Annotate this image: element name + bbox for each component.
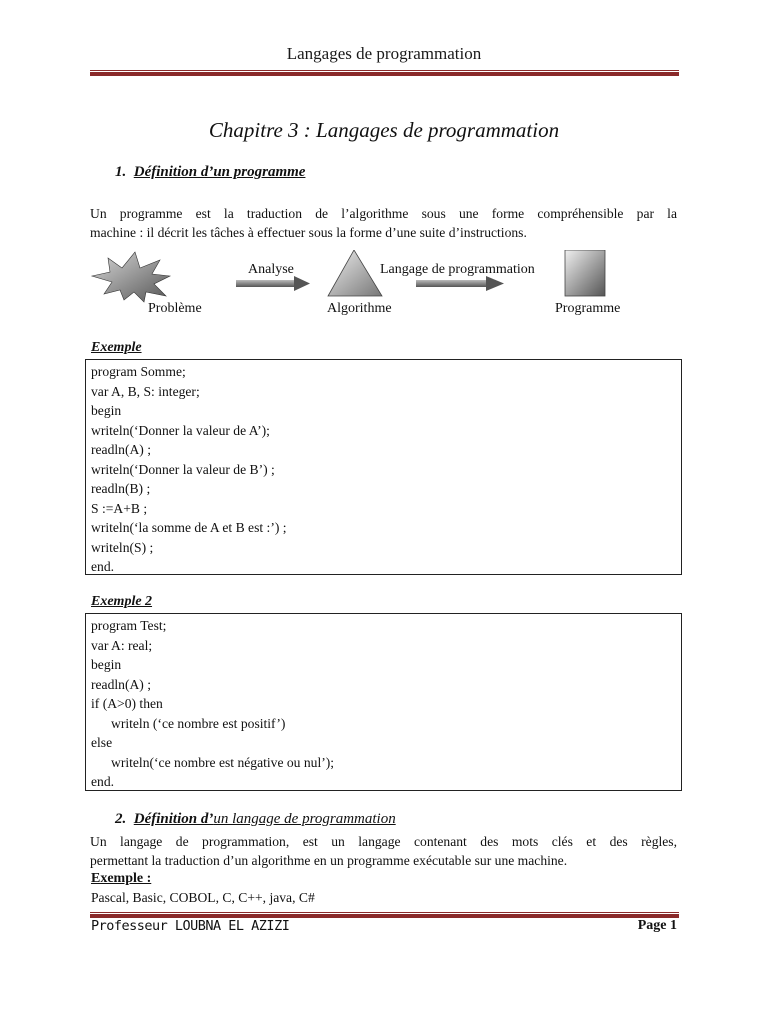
example-2-label: Exemple 2 — [91, 594, 153, 609]
code-line: end. — [91, 559, 115, 574]
header-rule — [90, 70, 679, 76]
code-line: readln(B) ; — [91, 481, 151, 496]
program-label: Programme — [555, 301, 621, 316]
example-1-code-box — [85, 359, 682, 575]
section-1-number: 1. — [115, 164, 127, 180]
code-line: end. — [91, 774, 115, 789]
section-1-heading — [115, 164, 305, 181]
section-2-number: 2. — [115, 811, 127, 827]
code-line: else — [91, 735, 113, 750]
code-line: var A, B, S: integer; — [91, 383, 200, 399]
page-number: Page 1 — [637, 918, 677, 933]
language-arrow-icon — [416, 276, 504, 291]
algorithm-triangle-icon — [328, 250, 382, 296]
section-2-paragraph — [90, 832, 677, 870]
running-header: Langages de programmation — [286, 44, 482, 63]
problem-star-icon — [92, 252, 170, 302]
problem-label: Problème — [148, 301, 202, 316]
code-line: program Somme; — [91, 364, 186, 379]
code-line: writeln(‘Donner la valeur de B’) ; — [91, 461, 275, 477]
paragraph-line: permettant la traduction d’un algorithme en un programme exécutable sur une machine. — [90, 853, 568, 868]
code-line: writeln(‘ce nombre est négative ou nul’); — [111, 754, 335, 770]
code-line: writeln(S) ; — [91, 539, 154, 555]
analysis-label: Analyse — [248, 262, 294, 277]
code-line: S :=A+B ; — [91, 500, 148, 516]
code-line: var A: real; — [91, 637, 153, 653]
example-1-label: Exemple — [91, 340, 142, 355]
code-line: if (A>0) then — [91, 696, 163, 711]
code-line: readln(A) ; — [91, 676, 152, 692]
program-square-icon — [565, 250, 605, 296]
analysis-arrow-icon — [236, 276, 310, 291]
code-line: begin — [91, 657, 122, 672]
section-2-heading — [115, 811, 396, 828]
language-label: Langage de programmation — [380, 262, 535, 277]
algorithm-label: Algorithme — [327, 301, 392, 316]
footer-author: Professeur LOUBNA EL AZIZI — [91, 918, 290, 934]
section-2-example-text: Pascal, Basic, COBOL, C, C++, java, C# — [91, 890, 315, 905]
section-2-title — [134, 811, 396, 827]
code-line: readln(A) ; — [91, 442, 152, 457]
code-line: begin — [91, 403, 122, 418]
code-line: program Test; — [91, 618, 167, 633]
section-2-example-label: Exemple : — [91, 871, 152, 886]
code-line: writeln(‘Donner la valeur de A’); — [91, 422, 270, 438]
program-diagram — [90, 250, 680, 325]
section-1-title: Définition d’un programme — [133, 164, 306, 180]
example-2-code-box — [85, 613, 682, 791]
section-1-paragraph — [90, 204, 677, 242]
section-2-title-part2: un langage de programmation — [213, 811, 396, 827]
paragraph-line: Un programme est la traduction de l’algorithme sous une forme compréhensible par la — [90, 206, 677, 221]
paragraph-line: machine : il décrit les tâches à effectuer sous la forme d’une suite d’instructions. — [90, 225, 527, 240]
code-line: writeln(‘la somme de A et B est :’) ; — [91, 520, 287, 535]
code-line: writeln (‘ce nombre est positif’) — [111, 715, 286, 731]
paragraph-line: Un langage de programmation, est un langage contenant des mots clés et des règles, — [90, 834, 677, 849]
section-2-title-part1: Définition d’ — [133, 811, 214, 827]
chapter-title: Chapitre 3 : Langages de programmation — [208, 118, 560, 142]
